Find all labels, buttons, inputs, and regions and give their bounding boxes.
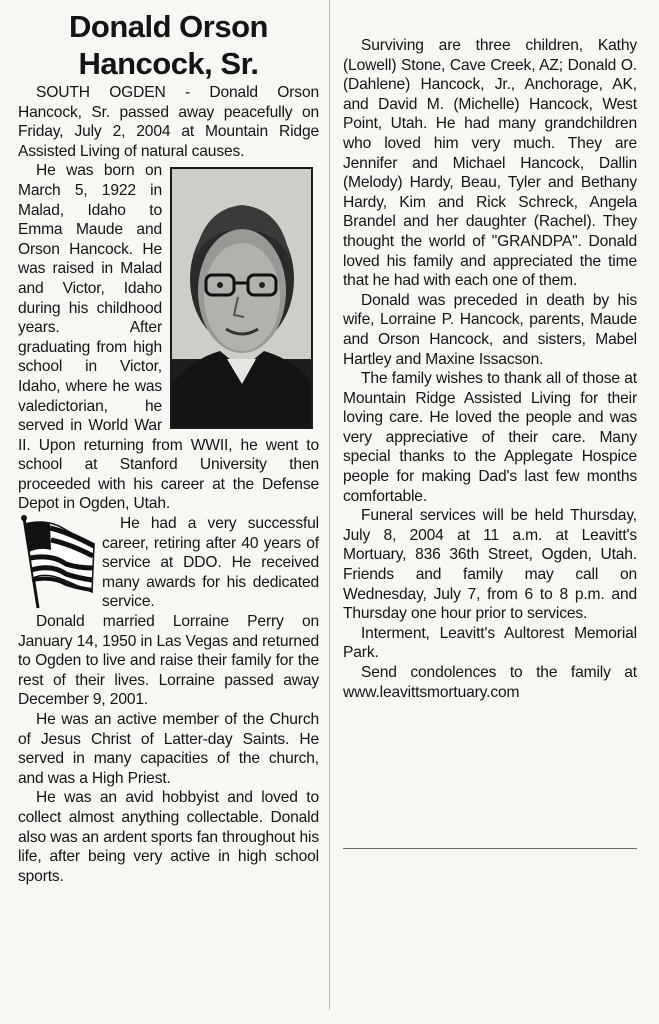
american-flag-image xyxy=(18,514,96,612)
left-column xyxy=(18,8,319,886)
title-line-1: Donald Orson xyxy=(69,9,268,44)
paragraph-survivors: Surviving are three children, Kathy (Lowell) Stone, Cave Creek, AZ; Donald O. (Dahlene) Hancock, Jr., Anchorage, AK, and David M. (Michelle) Hancock, West Point, Utah. He had many grandchildren who loved him very much. They are Jennifer and Michael Hancock, Dallin (Melody) Hardy, Beau, Tyler and Bethany Hardy, Kim and Rick Schreck, Angela Brandel and her daughter (Rachel). They thought the world of "GRANDPA". Donald loved his family and appreciated the time that he had with each one of them. xyxy=(343,37,637,290)
right-column xyxy=(343,36,637,702)
portrait-photo-image xyxy=(172,169,311,427)
portrait-photo xyxy=(170,167,313,429)
column-end-rule xyxy=(343,848,637,849)
paragraph-hobbies: He was an avid hobbyist and loved to collect almost anything collectable. Donald also was an ardent sports fan throughout his life, after being very active in high school sports. xyxy=(18,789,319,885)
paragraph-birth-career: He was born on March 5, 1922 in Malad, Idaho to Emma Maude and Orson Hancock. He was raised in Malad and Victor, Idaho during his childhood years. After graduating from high school in Victor, Idaho, where he was valedictorian, he served in World War II. Upon returning from WWII, he went to school at Stanford University then proceeded with his career at the Defense Depot in Ogden, Utah. xyxy=(18,162,319,513)
title-line-2: Hancock, Sr. xyxy=(78,46,259,81)
paragraph-career: He had a very successful career, retiring after 40 years of service at DDO. He received many awards for his dedicated service. xyxy=(102,515,319,611)
paragraph-marriage: Donald married Lorraine Perry on January 14, 1950 in Las Vegas and returned to Ogden to live and raise their family for the rest of their lives. Lorraine passed away December 9, 2001. xyxy=(18,613,319,709)
paragraph-thanks: The family wishes to thank all of those at Mountain Ridge Assisted Living for their loving care. He loved the people and was very appreciative of their care. Many special thanks to the Applegate Hospice people for making Dad's last few months comfortable. xyxy=(343,370,637,505)
paragraph-interment: Interment, Leavitt's Aultorest Memorial Park. xyxy=(343,624,637,662)
paragraph-services: Funeral services will be held Thursday, July 8, 2004 at 11 a.m. at Leavitt's Mortuary, 836 36th Street, Ogden, Utah. Friends and family may call on Wednesday, July 7, from 6 to 8 p.m. and Thursday one hour prior to services. xyxy=(343,507,637,623)
column-divider xyxy=(329,0,330,1010)
obituary-title xyxy=(18,8,319,82)
american-flag-icon xyxy=(18,514,96,612)
paragraph-church: He was an active member of the Church of Jesus Christ of Latter-day Saints. He served in many capacities of the church, and was a High Priest. xyxy=(18,711,319,787)
paragraph-opening: SOUTH OGDEN - Donald Orson Hancock, Sr. passed away peacefully on Friday, July 2, 2004 at Mountain Ridge Assisted Living of natural causes. xyxy=(18,84,319,160)
paragraph-condolences: Send condolences to the family at www.leavittsmortuary.com xyxy=(343,664,637,701)
paragraph-preceded: Donald was preceded in death by his wife, Lorraine P. Hancock, parents, Maude and Orson Hancock, and sisters, Mabel Hartley and Maxine Issacson. xyxy=(343,291,637,368)
